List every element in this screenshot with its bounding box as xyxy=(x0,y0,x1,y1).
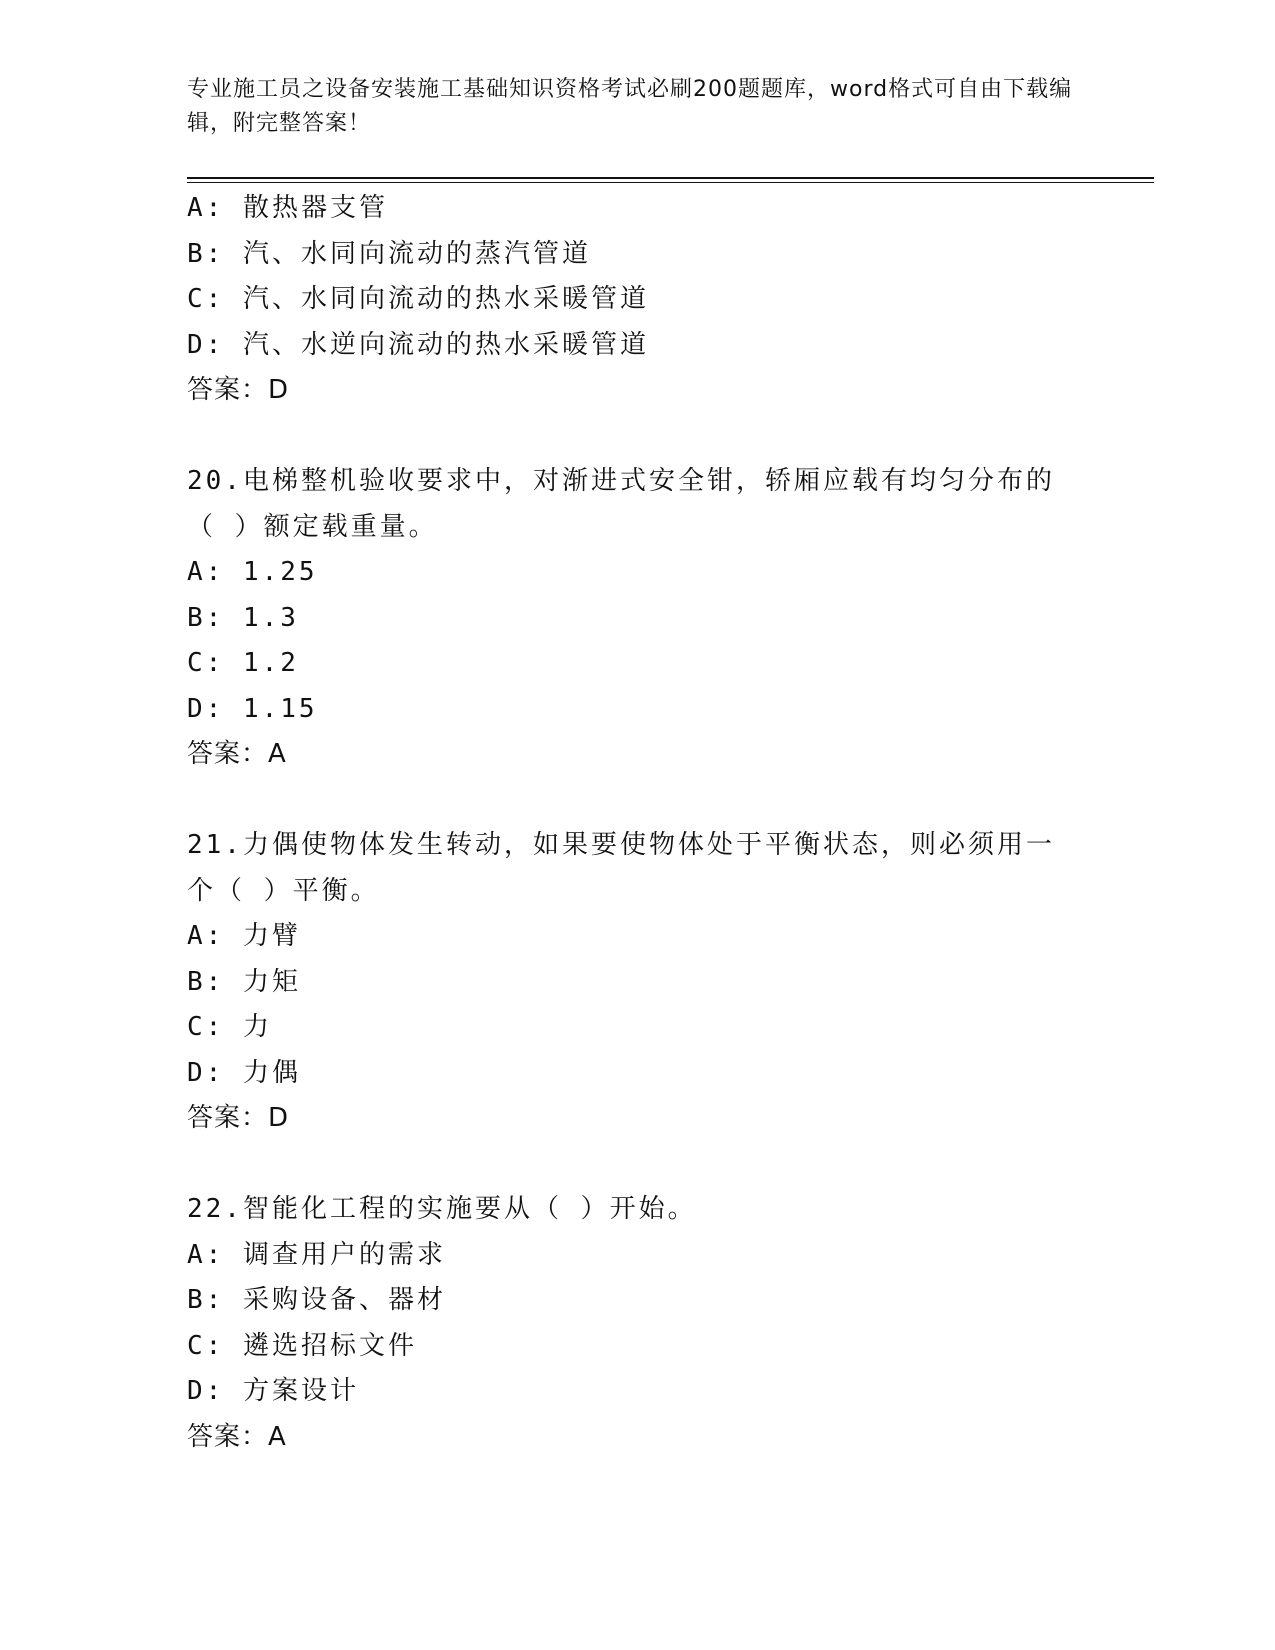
question-text: 22.智能化工程的实施要从（ ）开始。 xyxy=(187,1194,697,1224)
answer-line: 答案：D xyxy=(187,375,290,405)
spacer xyxy=(187,1142,1087,1188)
option-c: C: 1.2 xyxy=(187,648,299,678)
option-c: C: 汽、水同向流动的热水采暖管道 xyxy=(187,284,649,314)
option-a: A: 散热器支管 xyxy=(187,193,388,223)
option-d: D: 力偶 xyxy=(187,1057,301,1088)
option-b: B: 1.3 xyxy=(187,602,299,633)
header-divider-thick xyxy=(187,177,1154,179)
document-header: 专业施工员之设备安装施工基础知识资格考试必刷200题题库，word格式可自由下载编辑，附完整答案！ xyxy=(187,77,1073,136)
option-c: C: 力 xyxy=(187,1012,272,1042)
answer-line: 答案：A xyxy=(187,1421,287,1452)
question-block-19 xyxy=(187,186,1087,414)
question-text: 21.力偶使物体发生转动，如果要使物体处于平衡状态，则必须用一个（ ）平衡。 xyxy=(187,830,1055,906)
option-d: D: 汽、水逆向流动的热水采暖管道 xyxy=(187,329,649,360)
header-divider-thin xyxy=(187,182,1154,183)
option-b: B: 力矩 xyxy=(187,966,301,997)
option-b: B: 采购设备、器材 xyxy=(187,1285,446,1315)
question-text: 20.电梯整机验收要求中，对渐进式安全钳，轿厢应载有均匀分布的（ ）额定载重量。 xyxy=(187,466,1055,542)
option-b: B: 汽、水同向流动的蒸汽管道 xyxy=(187,238,591,269)
option-a: A: 1.25 xyxy=(187,557,318,587)
option-c: C: 遴选招标文件 xyxy=(187,1330,417,1361)
answer-line: 答案：A xyxy=(187,739,287,769)
option-a: A: 调查用户的需求 xyxy=(187,1239,446,1270)
option-d: D: 1.15 xyxy=(187,693,318,724)
answer-line: 答案：D xyxy=(187,1103,290,1133)
question-list xyxy=(187,186,1087,1460)
option-a: A: 力臂 xyxy=(187,921,301,951)
question-block-21 xyxy=(187,823,1087,1142)
question-block-20 xyxy=(187,459,1087,778)
spacer xyxy=(187,778,1087,824)
spacer xyxy=(187,414,1087,460)
question-block-22 xyxy=(187,1187,1087,1460)
option-d: D: 方案设计 xyxy=(187,1376,359,1406)
